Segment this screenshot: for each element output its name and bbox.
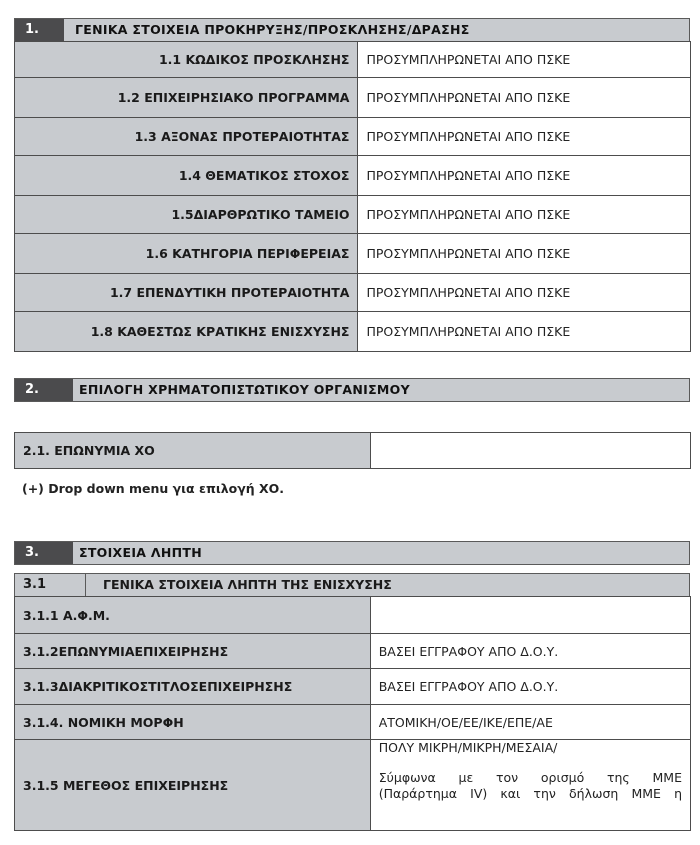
- field-value[interactable]: ΠΡΟΣΥΜΠΛΗΡΩΝΕΤΑΙ ΑΠΟ ΠΣΚΕ: [358, 156, 691, 196]
- field-value[interactable]: ΒΑΣΕΙ ΕΓΓΡΑΦΟΥ ΑΠΟ Δ.Ο.Υ.: [370, 634, 690, 669]
- field-label: 1.4 ΘΕΜΑΤΙΚΟΣ ΣΤΟΧΟΣ: [15, 156, 358, 196]
- section-3-1-number: 3.1: [23, 577, 47, 592]
- table-row: [15, 740, 691, 831]
- table-row: [15, 78, 691, 118]
- field-value[interactable]: ΒΑΣΕΙ ΕΓΓΡΑΦΟΥ ΑΠΟ Δ.Ο.Υ.: [370, 669, 690, 705]
- table-row: [15, 42, 691, 78]
- section-2-number: 2.: [15, 379, 73, 401]
- table-row: [15, 234, 691, 274]
- table-row: [15, 705, 691, 740]
- table-row: [15, 196, 691, 234]
- section-3-number: 3.: [15, 542, 73, 564]
- size-options-text: ΠΟΛΥ ΜΙΚΡΗ/ΜΙΚΡΗ/ΜΕΣΑΙΑ/: [378, 740, 558, 755]
- field-label: 1.1 ΚΩΔΙΚΟΣ ΠΡΟΣΚΛΗΣΗΣ: [15, 42, 358, 78]
- table-row: [15, 597, 691, 634]
- afm-field[interactable]: [370, 597, 690, 634]
- table-row: [15, 118, 691, 156]
- field-value[interactable]: ΠΡΟΣΥΜΠΛΗΡΩΝΕΤΑΙ ΑΠΟ ΠΣΚΕ: [358, 234, 691, 274]
- field-value[interactable]: ΠΡΟΣΥΜΠΛΗΡΩΝΕΤΑΙ ΑΠΟ ΠΣΚΕ: [358, 118, 691, 156]
- section-1-title: ΓΕΝΙΚΑ ΣΤΟΙΧΕΙΑ ΠΡΟΚΗΡΥΞΗΣ/ΠΡΟΣΚΛΗΣΗΣ/ΔΡΑΣΗΣ: [75, 22, 470, 37]
- section-3-1-header: [14, 573, 690, 597]
- field-value[interactable]: ΠΡΟΣΥΜΠΛΗΡΩΝΕΤΑΙ ΑΠΟ ΠΣΚΕ: [358, 312, 691, 352]
- field-label: 3.1.4. ΝΟΜΙΚΗ ΜΟΡΦΗ: [15, 705, 371, 740]
- field-value[interactable]: ΠΡΟΣΥΜΠΛΗΡΩΝΕΤΑΙ ΑΠΟ ΠΣΚΕ: [358, 78, 691, 118]
- divider: [85, 574, 86, 596]
- field-label: 3.1.5 ΜΕΓΕΘΟΣ ΕΠΙΧΕΙΡΗΣΗΣ: [15, 740, 371, 831]
- xo-name-dropdown[interactable]: [370, 433, 690, 469]
- field-value[interactable]: ΠΡΟΣΥΜΠΛΗΡΩΝΕΤΑΙ ΑΠΟ ΠΣΚΕ: [358, 274, 691, 312]
- section-3-1-title: ΓΕΝΙΚΑ ΣΤΟΙΧΕΙΑ ΛΗΠΤΗ ΤΗΣ ΕΝΙΣΧΥΣΗΣ: [103, 577, 392, 592]
- field-label: 1.6 ΚΑΤΗΓΟΡΙΑ ΠΕΡΙΦΕΡΕΙΑΣ: [15, 234, 358, 274]
- field-value[interactable]: ΑΤΟΜΙΚΗ/ΟΕ/ΕΕ/ΙΚΕ/ΕΠΕ/ΑΕ: [370, 705, 690, 740]
- section-1-header: [14, 18, 690, 42]
- field-label: 3.1.2ΕΠΩΝΥΜΙΑΕΠΙΧΕΙΡΗΣΗΣ: [15, 634, 371, 669]
- table-row: [15, 274, 691, 312]
- field-value[interactable]: ΠΡΟΣΥΜΠΛΗΡΩΝΕΤΑΙ ΑΠΟ ΠΣΚΕ: [358, 42, 691, 78]
- section-1-number: 1.: [15, 19, 64, 41]
- size-note-line-1: Σύμφωνα με τον ορισμό της ΜΜΕ: [378, 770, 682, 785]
- field-label: 1.2 ΕΠΙΧΕΙΡΗΣΙΑΚΟ ΠΡΟΓΡΑΜΜΑ: [15, 78, 358, 118]
- section-2-table: [14, 432, 691, 469]
- field-label: 1.7 ΕΠΕΝΔΥΤΙΚΗ ΠΡΟΤΕΡΑΙΟΤΗΤΑ: [15, 274, 358, 312]
- section-3-title: ΣΤΟΙΧΕΙΑ ΛΗΠΤΗ: [79, 545, 202, 560]
- field-label: 2.1. ΕΠΩΝΥΜΙΑ ΧΟ: [15, 433, 371, 469]
- table-row: [15, 669, 691, 705]
- section-3-table: [14, 596, 691, 831]
- section-2-title: ΕΠΙΛΟΓΗ ΧΡΗΜΑΤΟΠΙΣΤΩΤΙΚΟΥ ΟΡΓΑΝΙΣΜΟΥ: [79, 382, 410, 397]
- company-size-field[interactable]: [370, 740, 690, 831]
- field-label: 3.1.3ΔΙΑΚΡΙΤΙΚΟΣΤΙΤΛΟΣΕΠΙΧΕΙΡΗΣΗΣ: [15, 669, 371, 705]
- table-row: [15, 634, 691, 669]
- field-label: 1.5ΔΙΑΡΘΡΩΤΙΚΟ ΤΑΜΕΙΟ: [15, 196, 358, 234]
- dropdown-note: (+) Drop down menu για επιλογή ΧΟ.: [22, 481, 284, 496]
- field-label: 1.8 ΚΑΘΕΣΤΩΣ ΚΡΑΤΙΚΗΣ ΕΝΙΣΧΥΣΗΣ: [15, 312, 358, 352]
- section-3-header: [14, 541, 690, 565]
- table-row: [15, 156, 691, 196]
- section-1-table: [14, 41, 691, 352]
- table-row: [15, 312, 691, 352]
- field-label: 3.1.1 Α.Φ.Μ.: [15, 597, 371, 634]
- field-value[interactable]: ΠΡΟΣΥΜΠΛΗΡΩΝΕΤΑΙ ΑΠΟ ΠΣΚΕ: [358, 196, 691, 234]
- table-row: [15, 433, 691, 469]
- field-label: 1.3 ΑΞΟΝΑΣ ΠΡΟΤΕΡΑΙΟΤΗΤΑΣ: [15, 118, 358, 156]
- section-2-header: [14, 378, 690, 402]
- size-note-line-2: (Παράρτημα IV) και την δήλωση ΜΜΕ η: [378, 786, 682, 801]
